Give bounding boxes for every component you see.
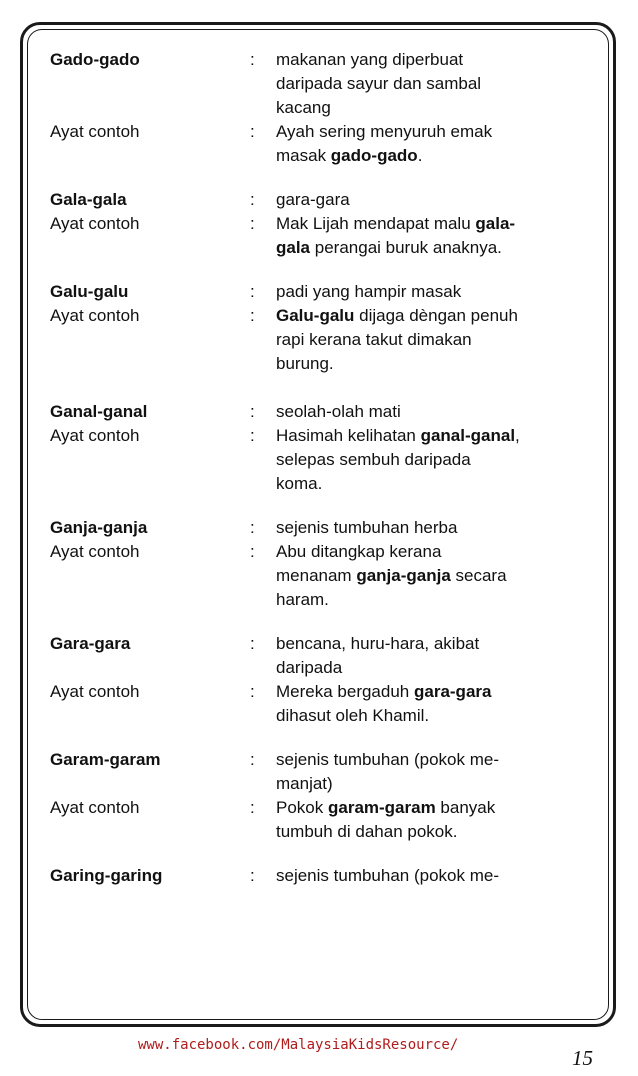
- entry-term: Gara-gara: [50, 634, 131, 653]
- separator-colon: :: [250, 190, 255, 209]
- example-line: [276, 304, 576, 328]
- separator-colon: :: [250, 542, 255, 561]
- example-text: banyak: [435, 798, 496, 817]
- separator-colon: :: [250, 682, 255, 701]
- separator-colon: :: [250, 306, 255, 325]
- entry-definition: [276, 748, 576, 796]
- example-row: [50, 424, 595, 496]
- example-sentence: [276, 540, 576, 612]
- example-line: [276, 820, 576, 844]
- footer-url: www.facebook.com/MalaysiaKidsResource/: [138, 1037, 459, 1053]
- example-line: [276, 352, 576, 376]
- definition-row: [50, 280, 595, 304]
- example-label: Ayat contoh: [50, 214, 140, 233]
- entry-definition: [276, 400, 576, 424]
- example-sentence: [276, 424, 576, 496]
- definition-line: makanan yang diperbuat: [276, 50, 464, 69]
- example-line: [276, 448, 576, 472]
- entry-term: Garam-garam: [50, 750, 161, 769]
- example-row: [50, 680, 595, 728]
- entry-term: Garing-garing: [50, 866, 163, 885]
- example-row: [50, 212, 595, 260]
- example-label: Ayat contoh: [50, 426, 140, 445]
- definition-line: padi yang hampir masak: [276, 282, 462, 301]
- headword-highlight: gado-gado: [330, 146, 418, 165]
- example-sentence: [276, 680, 576, 728]
- example-label: Ayat contoh: [50, 798, 140, 817]
- entry-term: Galu-galu: [50, 282, 129, 301]
- definition-row: [50, 400, 595, 424]
- separator-colon: :: [250, 50, 255, 69]
- entry-term: Ganja-ganja: [50, 518, 148, 537]
- separator-colon: :: [250, 402, 255, 421]
- example-row: [50, 540, 595, 612]
- dictionary-entry: [50, 48, 595, 168]
- example-sentence: [276, 212, 576, 260]
- example-line: [276, 704, 576, 728]
- entry-definition: [276, 48, 576, 120]
- headword-highlight: ganja-ganja: [356, 566, 451, 585]
- example-text: Mak Lijah mendapat malu: [276, 214, 476, 233]
- example-line: [276, 328, 576, 352]
- entry-definition: [276, 516, 576, 540]
- entry-definition: [276, 280, 576, 304]
- example-row: [50, 796, 595, 844]
- example-text: selepas sembuh daripada: [276, 450, 471, 469]
- example-line: [276, 796, 576, 820]
- separator-colon: :: [250, 798, 255, 817]
- example-line: [276, 472, 576, 496]
- headword-highlight: gara-gara: [413, 682, 492, 701]
- headword-highlight: Galu-galu: [276, 306, 355, 325]
- headword-highlight: gala: [276, 238, 311, 257]
- definition-row: [50, 748, 595, 796]
- definition-line: kacang: [276, 98, 331, 117]
- example-text: rapi kerana takut dimakan: [276, 330, 472, 349]
- entry-term: Gado-gado: [50, 50, 140, 69]
- entry-definition: [276, 864, 576, 888]
- entry-definition: [276, 632, 576, 680]
- example-text: Ayah sering menyuruh emak: [276, 122, 493, 141]
- example-text: masak: [276, 146, 331, 165]
- dictionary-entry: [50, 748, 595, 844]
- example-text: burung.: [276, 354, 334, 373]
- separator-colon: :: [250, 122, 255, 141]
- example-text: koma.: [276, 474, 323, 493]
- separator-colon: :: [250, 214, 255, 233]
- example-text: secara: [450, 566, 507, 585]
- dictionary-entry: [50, 188, 595, 260]
- example-sentence: [276, 304, 576, 376]
- example-sentence: [276, 120, 576, 168]
- separator-colon: :: [250, 750, 255, 769]
- entry-term: Gala-gala: [50, 190, 127, 209]
- dictionary-entry: [50, 516, 595, 612]
- definition-line: sejenis tumbuhan herba: [276, 518, 458, 537]
- definition-line: daripada: [276, 658, 343, 677]
- example-line: [276, 564, 576, 588]
- example-text: menanam: [276, 566, 357, 585]
- definition-row: [50, 188, 595, 212]
- definition-line: sejenis tumbuhan (pokok me-: [276, 866, 500, 885]
- example-line: [276, 212, 576, 236]
- example-text: tumbuh di dahan pokok.: [276, 822, 458, 841]
- headword-highlight: gala-: [475, 214, 516, 233]
- example-row: [50, 120, 595, 168]
- definition-row: [50, 864, 595, 888]
- definition-line: sejenis tumbuhan (pokok me-: [276, 750, 500, 769]
- example-text: Hasimah kelihatan: [276, 426, 421, 445]
- dictionary-entry: [50, 280, 595, 376]
- definition-line: manjat): [276, 774, 333, 793]
- dictionary-entry: [50, 864, 595, 888]
- definition-line: gara-gara: [276, 190, 350, 209]
- example-text: dihasut oleh Khamil.: [276, 706, 430, 725]
- example-line: [276, 424, 576, 448]
- separator-colon: :: [250, 866, 255, 885]
- example-line: [276, 144, 576, 168]
- separator-colon: :: [250, 282, 255, 301]
- headword-highlight: garam-garam: [327, 798, 436, 817]
- example-text: perangai buruk anaknya.: [310, 238, 502, 257]
- dictionary-entries: [50, 48, 595, 888]
- example-label: Ayat contoh: [50, 682, 140, 701]
- dictionary-entry: [50, 400, 595, 496]
- entry-definition: [276, 188, 576, 212]
- example-text: Mereka bergaduh: [276, 682, 414, 701]
- example-sentence: [276, 796, 576, 844]
- separator-colon: :: [250, 634, 255, 653]
- separator-colon: :: [250, 426, 255, 445]
- definition-row: [50, 48, 595, 120]
- definition-line: seolah-olah mati: [276, 402, 401, 421]
- headword-highlight: ganal-ganal: [420, 426, 516, 445]
- example-text: .: [417, 146, 423, 165]
- dictionary-entry: [50, 632, 595, 728]
- example-text: haram.: [276, 590, 329, 609]
- example-line: [276, 120, 576, 144]
- separator-colon: :: [250, 518, 255, 537]
- example-label: Ayat contoh: [50, 306, 140, 325]
- example-line: [276, 236, 576, 260]
- page-number: 15: [572, 1046, 593, 1070]
- example-line: [276, 588, 576, 612]
- example-text: dijaga dèngan penuh: [354, 306, 518, 325]
- example-label: Ayat contoh: [50, 122, 140, 141]
- example-line: [276, 540, 576, 564]
- example-text: Pokok: [276, 798, 328, 817]
- example-text: Abu ditangkap kerana: [276, 542, 442, 561]
- definition-line: bencana, huru-hara, akibat: [276, 634, 480, 653]
- example-text: ,: [515, 426, 520, 445]
- definition-row: [50, 516, 595, 540]
- example-row: [50, 304, 595, 376]
- definition-line: daripada sayur dan sambal: [276, 74, 482, 93]
- entry-term: Ganal-ganal: [50, 402, 148, 421]
- example-label: Ayat contoh: [50, 542, 140, 561]
- definition-row: [50, 632, 595, 680]
- example-line: [276, 680, 576, 704]
